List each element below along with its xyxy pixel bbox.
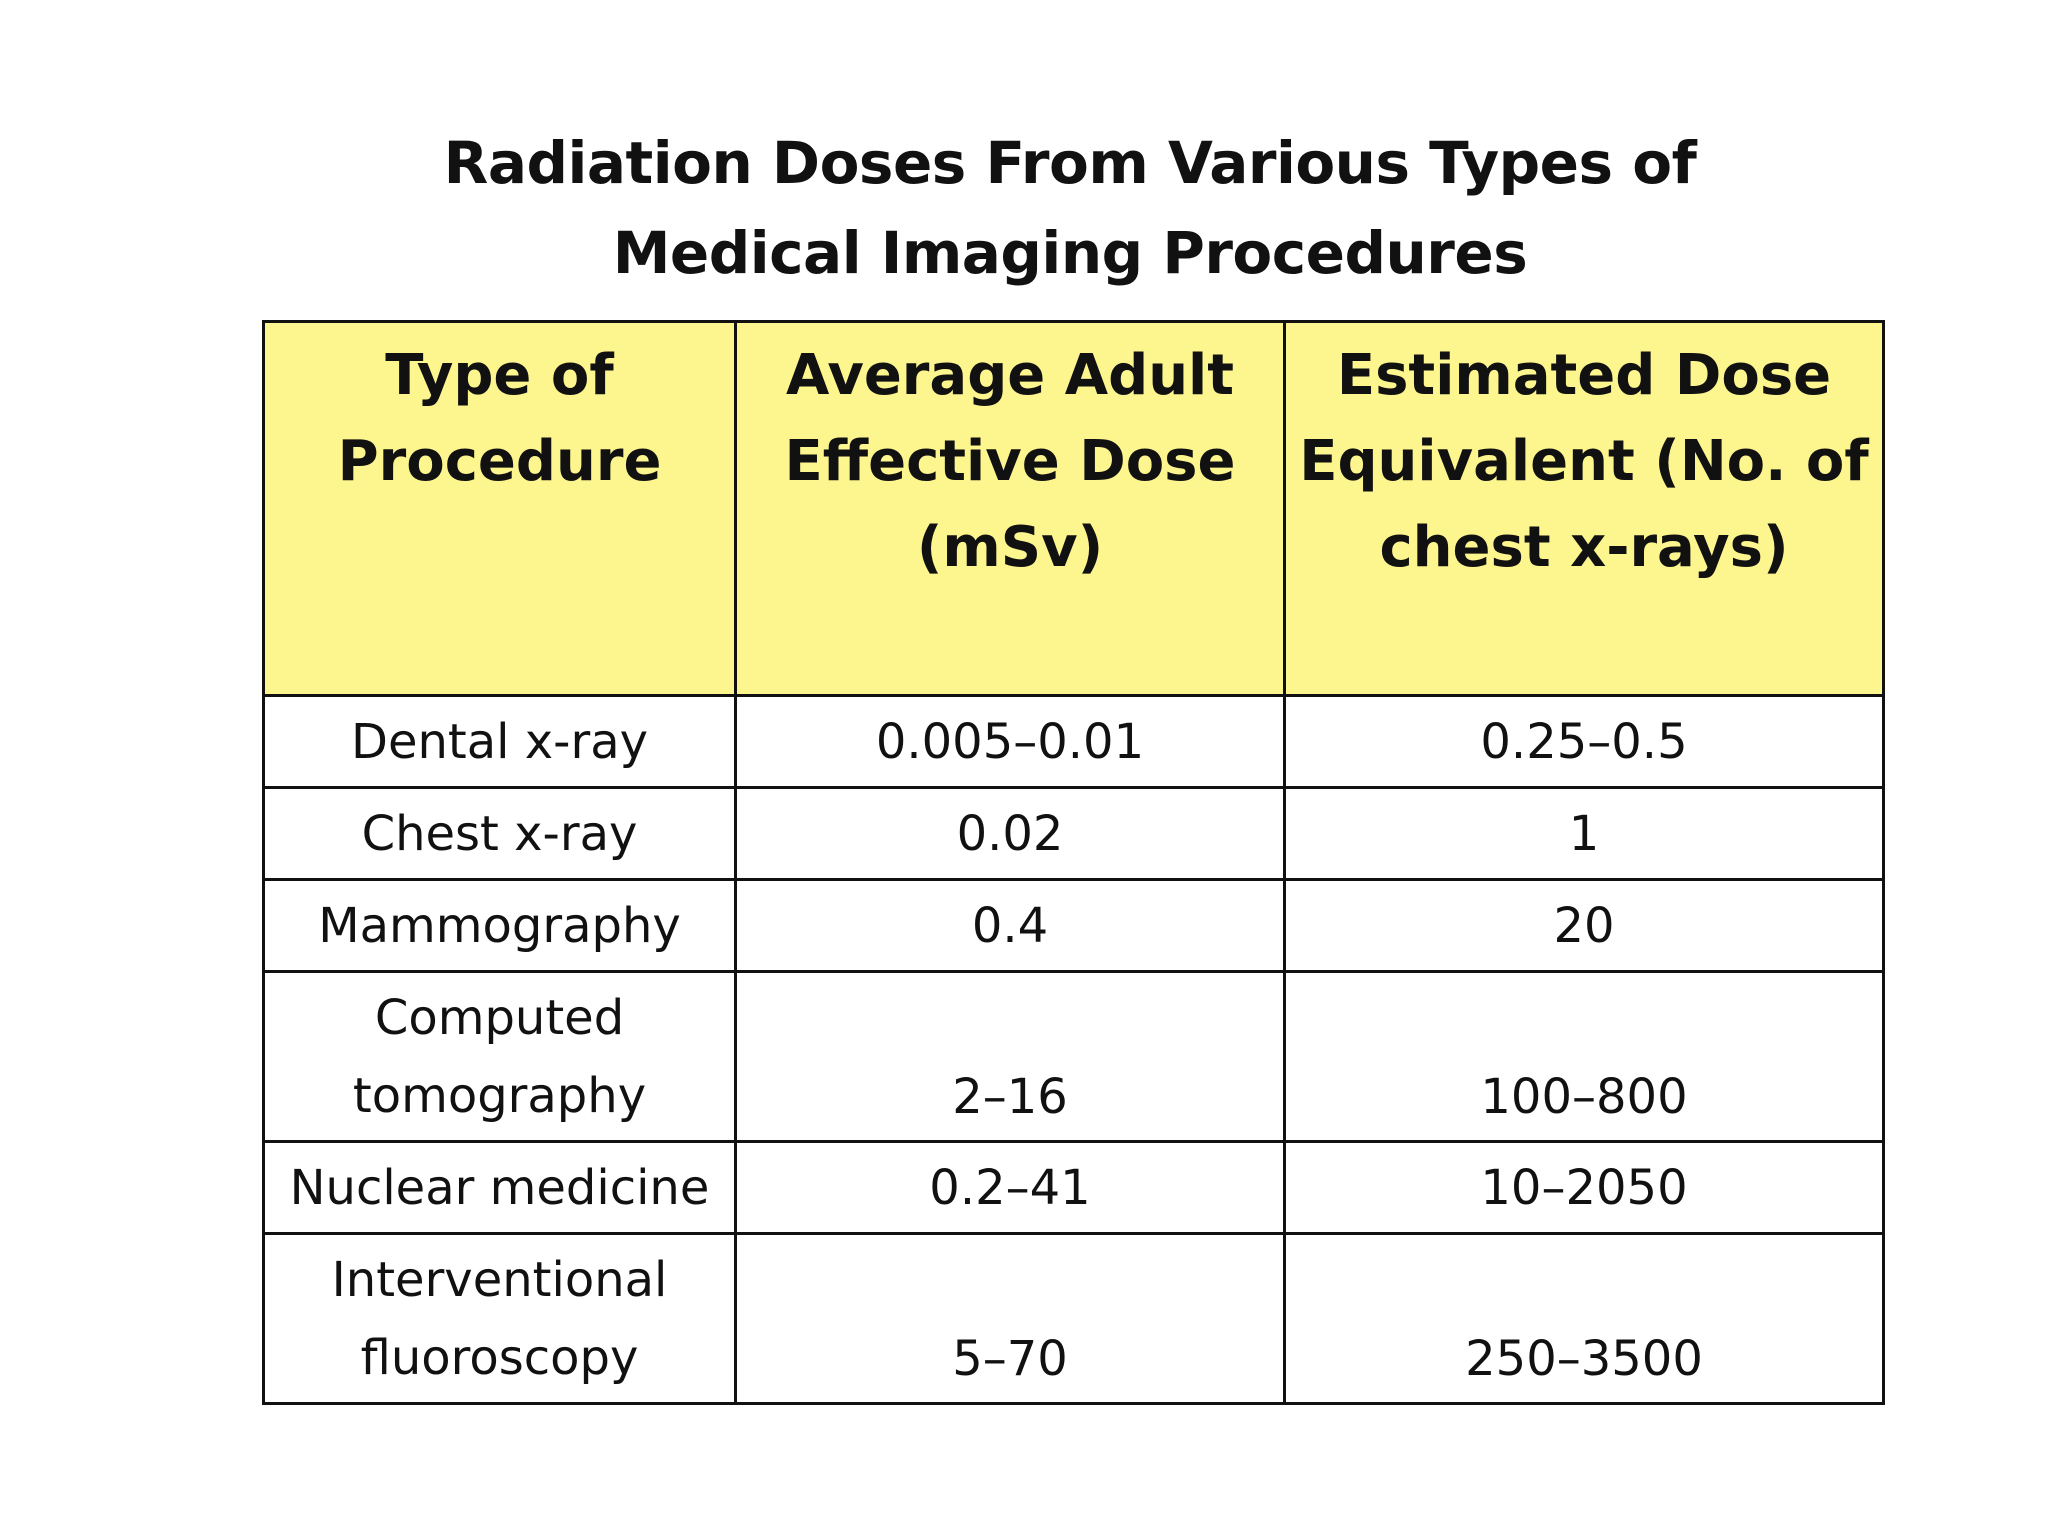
equivalent-cell: 0.25–0.5 <box>1285 696 1884 788</box>
equivalent-cell: 100–800 <box>1285 972 1884 1142</box>
radiation-dose-table <box>262 320 1885 1405</box>
equivalent-cell: 10–2050 <box>1285 1142 1884 1234</box>
page-title <box>260 118 1880 298</box>
procedure-cell: Nuclear medicine <box>264 1142 736 1234</box>
dose-cell: 0.2–41 <box>736 1142 1285 1234</box>
procedure-cell: Computed tomography <box>264 972 736 1142</box>
dose-cell: 5–70 <box>736 1234 1285 1404</box>
header-estimated-dose-equivalent: Estimated Dose Equivalent (No. of chest x-rays) <box>1285 322 1884 696</box>
title-line-2: Medical Imaging Procedures <box>612 219 1528 287</box>
equivalent-cell: 1 <box>1285 788 1884 880</box>
procedure-cell: Interventional fluoroscopy <box>264 1234 736 1404</box>
table-row <box>264 880 1884 972</box>
equivalent-cell: 250–3500 <box>1285 1234 1884 1404</box>
dose-cell: 0.02 <box>736 788 1285 880</box>
procedure-cell: Dental x-ray <box>264 696 736 788</box>
table-row <box>264 788 1884 880</box>
table-row <box>264 1234 1884 1404</box>
dose-cell: 0.4 <box>736 880 1285 972</box>
equivalent-cell: 20 <box>1285 880 1884 972</box>
dose-cell: 2–16 <box>736 972 1285 1142</box>
procedure-cell: Chest x-ray <box>264 788 736 880</box>
table-row <box>264 696 1884 788</box>
header-type-of-procedure: Type of Procedure <box>264 322 736 696</box>
table-row <box>264 972 1884 1142</box>
header-average-effective-dose: Average Adult Effective Dose (mSv) <box>736 322 1285 696</box>
table-header-row <box>264 322 1884 696</box>
title-line-1: Radiation Doses From Various Types of <box>443 129 1697 197</box>
procedure-cell: Mammography <box>264 880 736 972</box>
table-row <box>264 1142 1884 1234</box>
dose-cell: 0.005–0.01 <box>736 696 1285 788</box>
